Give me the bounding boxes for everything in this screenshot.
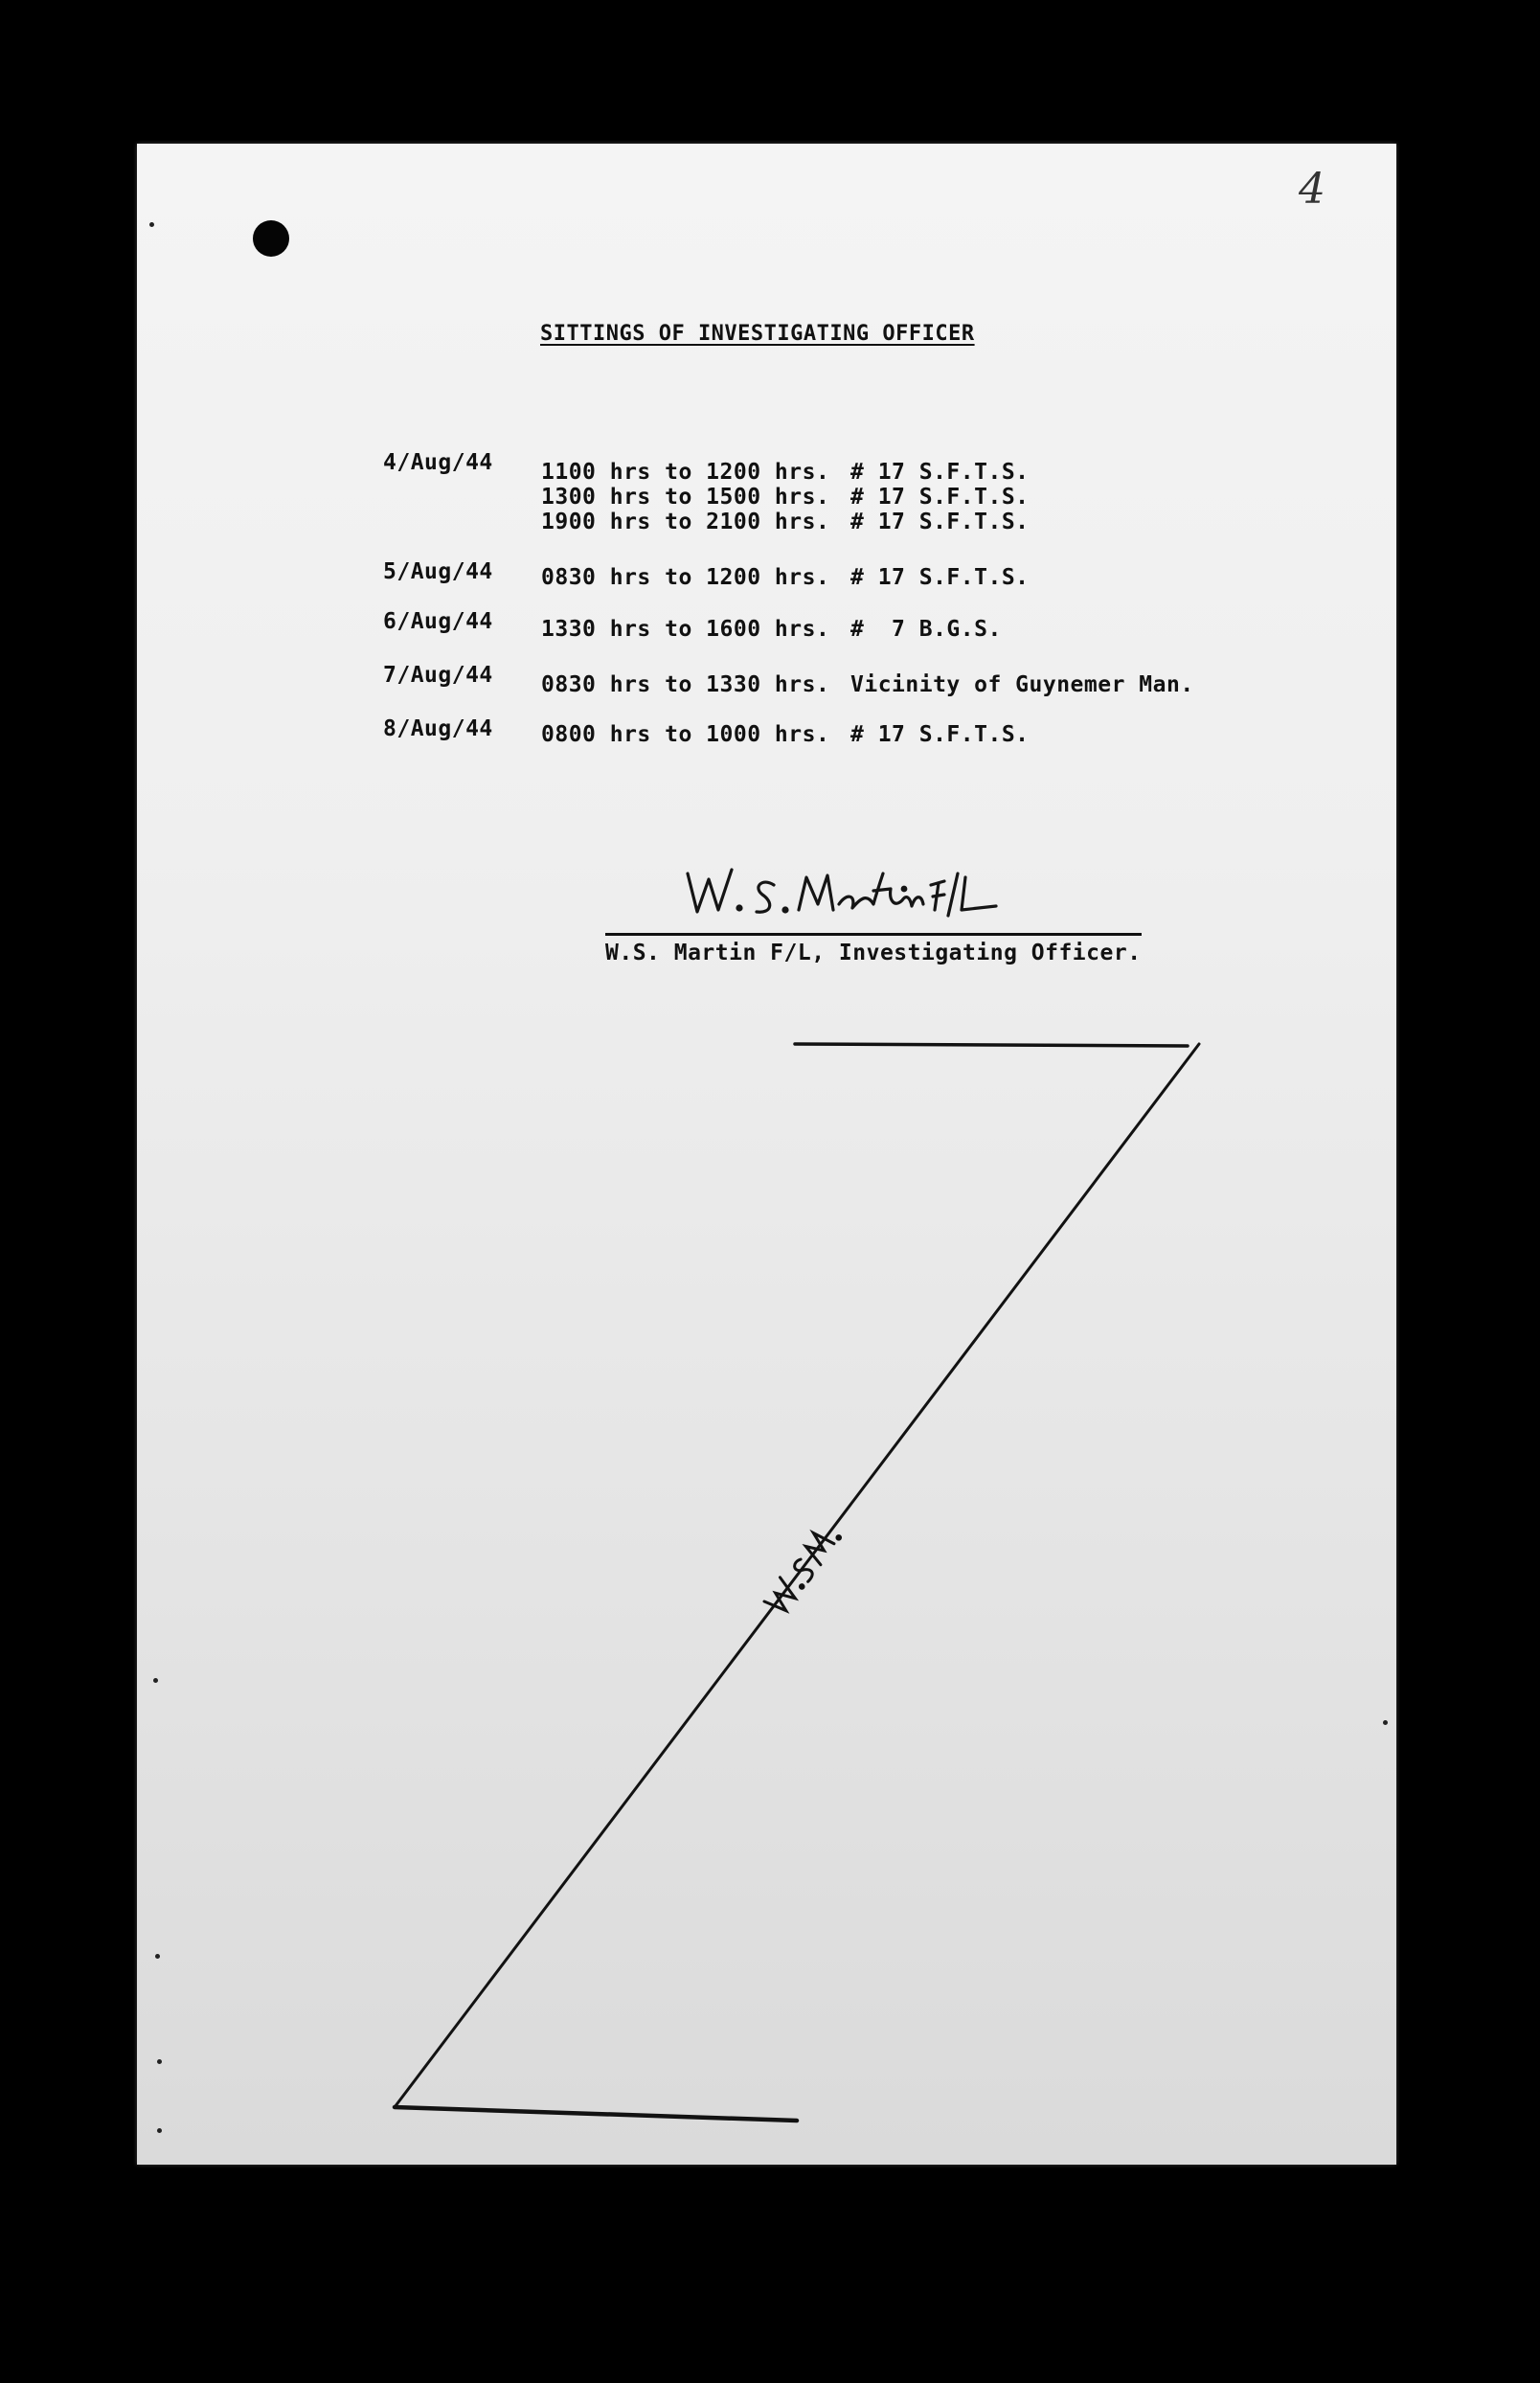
sitting-date: 5/Aug/44 [383,559,493,584]
sitting-date: 8/Aug/44 [383,716,493,741]
signature-caption: W.S. Martin F/L, Investigating Officer. [605,941,1142,965]
scan-speck [157,2128,162,2133]
sitting-time: 1330 hrs to 1600 hrs. [541,617,830,642]
sitting-location: # 17 S.F.T.S. [850,510,1030,534]
sitting-time: 0800 hrs to 1000 hrs. [541,722,830,747]
scan-speck [149,222,154,227]
sitting-time: 1900 hrs to 2100 hrs. [541,510,830,534]
sitting-time: 1300 hrs to 1500 hrs. [541,485,830,510]
scan-speck [157,2059,162,2064]
scan-speck [153,1678,158,1683]
page-title: SITTINGS OF INVESTIGATING OFFICER [540,322,975,346]
sitting-date: 7/Aug/44 [383,663,493,688]
sitting-location: Vicinity of Guynemer Man. [850,672,1194,697]
sitting-date: 6/Aug/44 [383,609,493,634]
sitting-time: 1100 hrs to 1200 hrs. [541,460,830,485]
sitting-time: 0830 hrs to 1330 hrs. [541,672,830,697]
sitting-location: # 17 S.F.T.S. [850,460,1030,485]
sitting-time: 0830 hrs to 1200 hrs. [541,565,830,590]
sitting-location: # 17 S.F.T.S. [850,485,1030,510]
sitting-location: # 17 S.F.T.S. [850,722,1030,747]
scan-speck [1383,1720,1388,1725]
scan-speck [155,1954,160,1959]
page-number: 4 [1299,165,1325,214]
sitting-location: # 17 S.F.T.S. [850,565,1030,590]
sitting-date: 4/Aug/44 [383,450,493,475]
sitting-location: # 7 B.G.S. [850,617,1002,642]
